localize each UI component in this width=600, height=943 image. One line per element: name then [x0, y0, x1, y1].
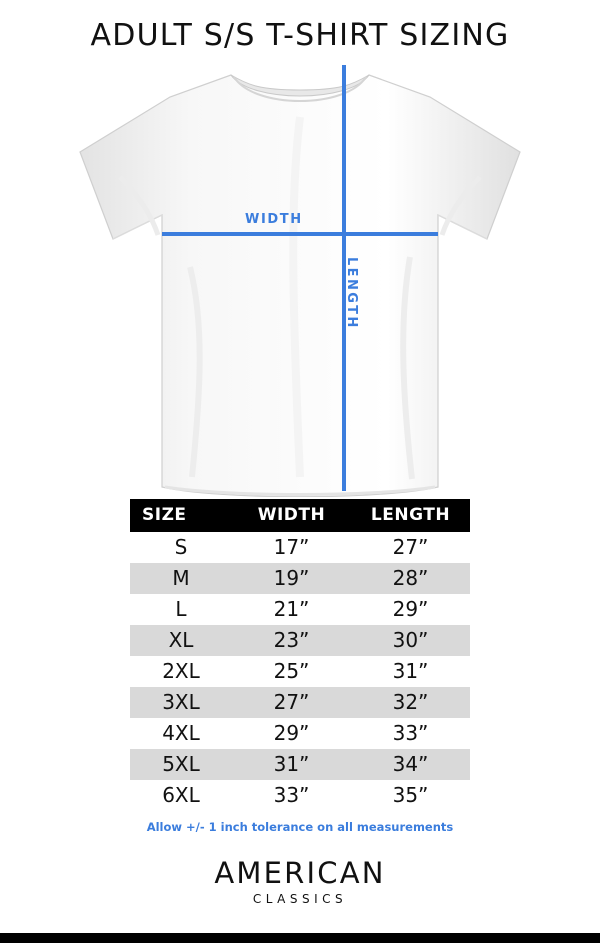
cell-width: 17” — [232, 532, 351, 563]
tolerance-note: Allow +/- 1 inch tolerance on all measurements — [146, 820, 454, 834]
cell-size: 5XL — [130, 749, 232, 780]
bottom-bar — [0, 933, 600, 943]
cell-width: 19” — [232, 563, 351, 594]
table-row — [130, 749, 470, 780]
shirt-illustration — [0, 57, 600, 497]
cell-size: M — [130, 563, 232, 594]
tshirt-graphic — [0, 57, 600, 497]
table-row — [130, 718, 470, 749]
cell-width: 23” — [232, 625, 351, 656]
table-row — [130, 687, 470, 718]
brand-subtitle: CLASSICS — [252, 892, 348, 906]
cell-length: 28” — [351, 563, 470, 594]
brand-name: AMERICAN — [214, 856, 386, 890]
cell-size: 6XL — [130, 780, 232, 811]
cell-length: 31” — [351, 656, 470, 687]
table-row — [130, 594, 470, 625]
size-table-wrapper — [130, 499, 470, 811]
cell-length: 30” — [351, 625, 470, 656]
cell-length: 35” — [351, 780, 470, 811]
cell-length: 33” — [351, 718, 470, 749]
cell-length: 32” — [351, 687, 470, 718]
table-row — [130, 532, 470, 563]
header-width: WIDTH — [232, 499, 351, 532]
cell-size: 2XL — [130, 656, 232, 687]
cell-width: 27” — [232, 687, 351, 718]
length-label: LENGTH — [344, 257, 359, 330]
table-header-row — [130, 499, 470, 532]
table-row — [130, 656, 470, 687]
table-row — [130, 780, 470, 811]
cell-size: L — [130, 594, 232, 625]
cell-width: 33” — [232, 780, 351, 811]
cell-width: 21” — [232, 594, 351, 625]
page-title: ADULT S/S T-SHIRT SIZING — [90, 18, 510, 53]
cell-length: 27” — [351, 532, 470, 563]
cell-length: 29” — [351, 594, 470, 625]
cell-width: 29” — [232, 718, 351, 749]
header-size: SIZE — [130, 499, 232, 532]
cell-width: 31” — [232, 749, 351, 780]
cell-size: S — [130, 532, 232, 563]
brand-logo — [214, 856, 385, 906]
header-length: LENGTH — [351, 499, 470, 532]
table-row — [130, 625, 470, 656]
size-table — [130, 499, 470, 811]
cell-size: XL — [130, 625, 232, 656]
table-row — [130, 563, 470, 594]
cell-size: 3XL — [130, 687, 232, 718]
cell-length: 34” — [351, 749, 470, 780]
cell-size: 4XL — [130, 718, 232, 749]
width-label: WIDTH — [245, 212, 303, 227]
cell-width: 25” — [232, 656, 351, 687]
